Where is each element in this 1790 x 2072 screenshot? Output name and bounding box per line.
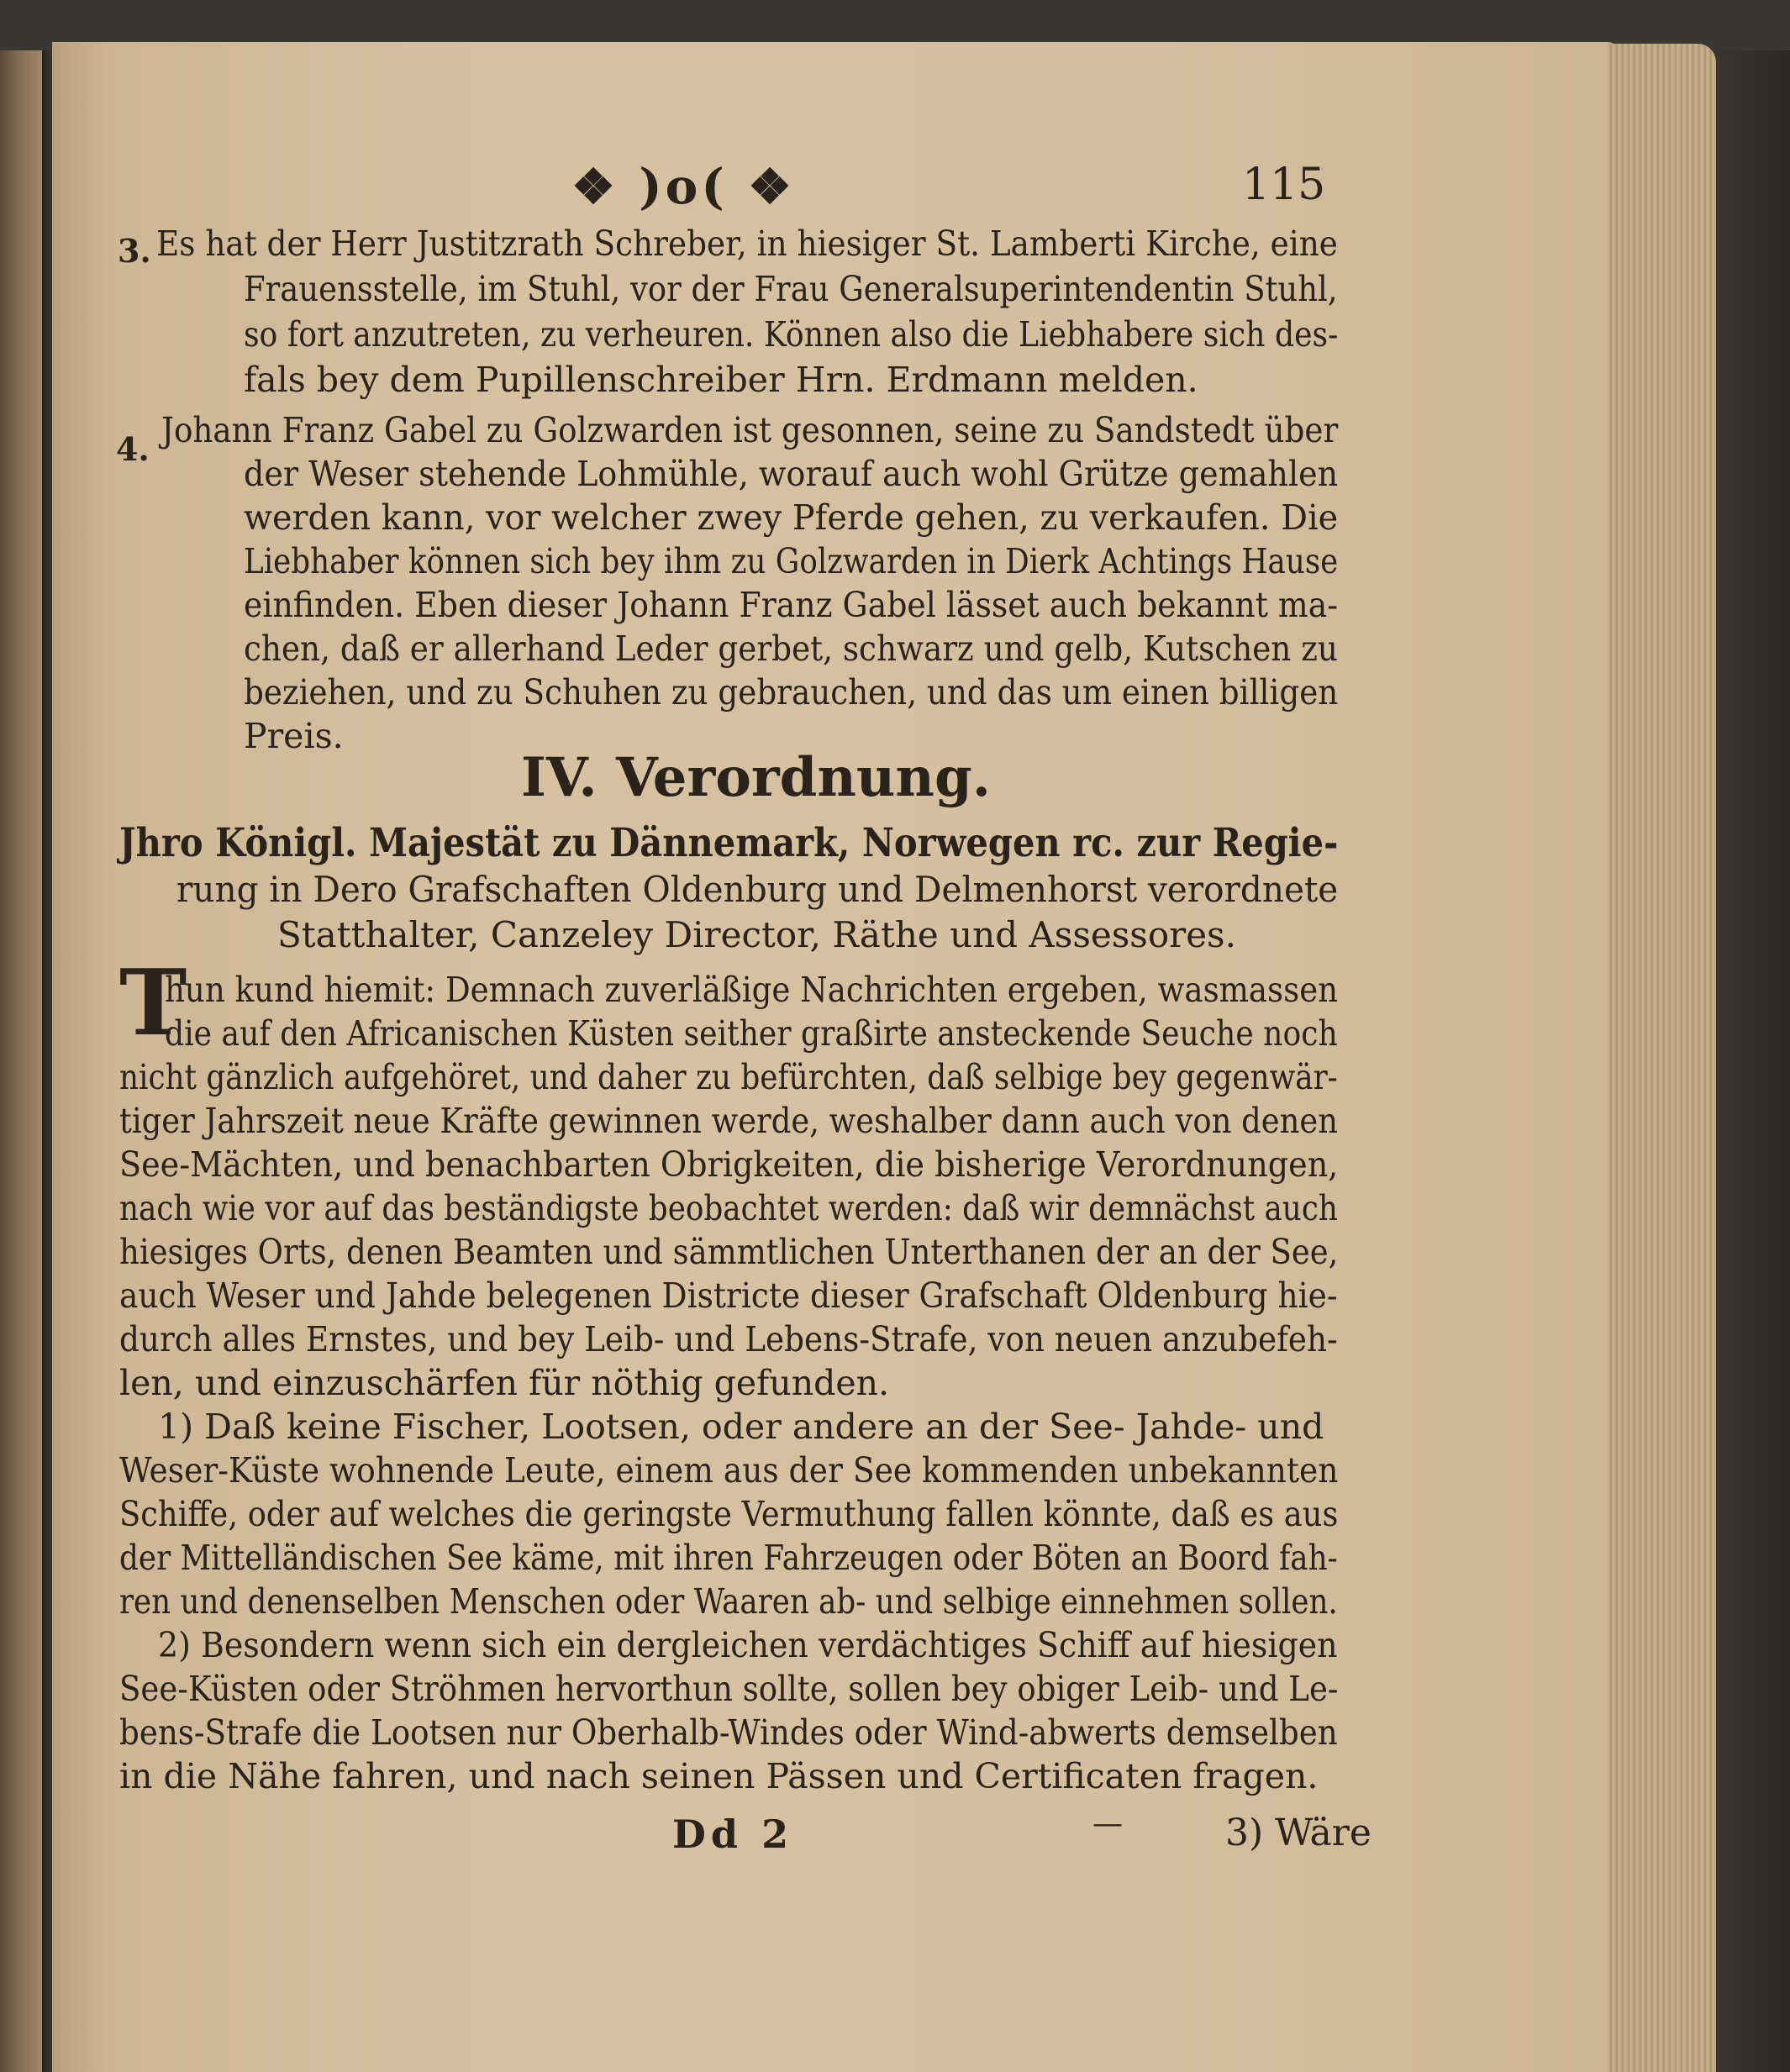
section-title: IV. Verordnung. — [521, 746, 991, 809]
decree-heading-line: rung in Dero Grafschaften Oldenburg und Delmenhorst verordnete — [176, 869, 1339, 910]
text-line: fals bey dem Pupillenschreiber Hrn. Erdmann melden. — [244, 360, 1198, 400]
text-line: Schiffe, oder auf welches die geringste Vermuthung fallen könnte, daß es aus — [119, 1494, 1339, 1534]
text-line: werden kann, vor welcher zwey Pferde gehen, zu verkaufen. Die — [244, 497, 1339, 538]
text-line: hun kund hiemit: Demnach zuverläßige Nachrichten ergeben, wasmassen — [165, 970, 1339, 1010]
running-head: ❖ )o( ❖ — [571, 158, 795, 215]
text-line: ren und denenselben Menschen oder Waaren ab- und selbige einnehmen sollen. — [119, 1581, 1338, 1622]
text-line: Preis. — [244, 716, 344, 756]
text-line: Johann Franz Gabel zu Golzwarden ist gesonnen, seine zu Sandstedt über — [161, 410, 1339, 450]
text-line: Es hat der Herr Justitzrath Schreber, in hiesiger St. Lamberti Kirche, eine — [156, 224, 1338, 264]
item-number: 3. — [118, 232, 151, 270]
decree-heading-line: Jhro Königl. Majestät zu Dännemark, Norwegen rc. zur Regie- — [119, 820, 1339, 866]
text-line: der Mittelländischen See käme, mit ihren Fahrzeugen oder Böten an Boord fah- — [119, 1538, 1338, 1578]
catchword: 3) Wäre — [1225, 1812, 1371, 1854]
text-line: Liebhaber können sich bey ihm zu Golzwarden in Dierk Achtings Hause — [244, 541, 1339, 581]
text-line: auch Weser und Jahde belegenen Districte dieser Grafschaft Oldenburg hie- — [119, 1275, 1338, 1316]
text-line: einfinden. Eben dieser Johann Franz Gabel lässet auch bekannt ma- — [244, 585, 1339, 625]
page-stack-edge — [1607, 44, 1716, 2072]
text-line: Weser-Küste wohnende Leute, einem aus der See kommenden unbekannten — [119, 1450, 1339, 1491]
text-line: tiger Jahrszeit neue Kräfte gewinnen werde, weshalber dann auch von denen — [119, 1101, 1339, 1141]
text-line: der Weser stehende Lohmühle, worauf auch wohl Grütze gemahlen — [244, 454, 1339, 494]
text-line: durch alles Ernstes, und bey Leib- und Lebens-Strafe, von neuen anzubefeh- — [119, 1319, 1338, 1359]
item-number: 4. — [116, 430, 150, 468]
text-line: hiesiges Orts, denen Beamten und sämmtlichen Unterthanen der an der See, — [119, 1232, 1339, 1272]
background-shadow — [1716, 50, 1790, 2072]
text-line: len, und einzuschärfen für nöthig gefunden. — [119, 1363, 890, 1403]
text-line: See-Mächten, und benachbarten Obrigkeiten, die bisherige Verordnungen, — [119, 1144, 1339, 1185]
decree-heading-line: Statthalter, Canzeley Director, Räthe und Assessores. — [277, 914, 1236, 955]
signature-mark: Dd 2 — [672, 1812, 794, 1857]
text-line: so fort anzutreten, zu verheuren. Können also die Liebhabere sich des- — [244, 314, 1339, 355]
page-number: 115 — [1242, 160, 1326, 210]
drop-cap: T — [119, 950, 187, 1056]
text-line: See-Küsten oder Ströhmen hervorthun sollte, sollen bey obiger Leib- und Le- — [119, 1669, 1339, 1709]
text-line: chen, daß er allerhand Leder gerbet, schwarz und gelb, Kutschen zu — [244, 628, 1338, 669]
dash-mark: — — [1092, 1806, 1123, 1841]
text-line: in die Nähe fahren, und nach seinen Pässen und Certificaten fragen. — [119, 1756, 1319, 1796]
text-line: Frauensstelle, im Stuhl, vor der Frau Generalsuperintendentin Stuhl, — [244, 269, 1338, 309]
text-line: nach wie vor auf das beständigste beobachtet werden: daß wir demnächst auch — [119, 1188, 1338, 1228]
text-line: die auf den Africanischen Küsten seither graßirte ansteckende Seuche noch — [165, 1013, 1338, 1054]
text-line: 2) Besondern wenn sich ein dergleichen verdächtiges Schiff auf hiesigen — [158, 1625, 1338, 1665]
text-line: bens-Strafe die Lootsen nur Oberhalb-Windes oder Wind-abwerts demselben — [119, 1712, 1338, 1753]
text-line: beziehen, und zu Schuhen zu gebrauchen, und das um einen billigen — [244, 672, 1339, 713]
text-line: nicht gänzlich aufgehöret, und daher zu befürchten, daß selbige bey gegenwär- — [119, 1057, 1338, 1097]
text-line: 1) Daß keine Fischer, Lootsen, oder andere an der See- Jahde- und — [158, 1407, 1324, 1447]
